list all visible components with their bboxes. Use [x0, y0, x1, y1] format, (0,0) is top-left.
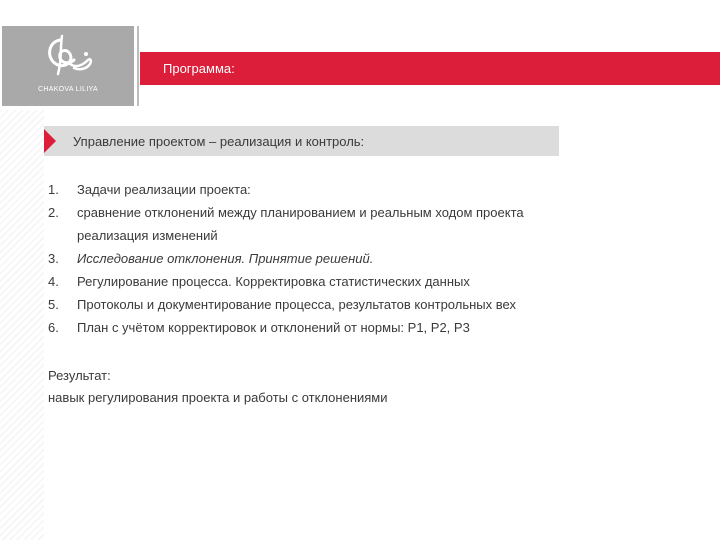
list-item-text: Задачи реализации проекта: — [77, 182, 251, 197]
list-item — [48, 293, 708, 316]
list-item-number — [48, 224, 77, 247]
list-item-number: 4. — [48, 274, 59, 289]
list-item-text: Регулирование процесса. Корректировка статистических данных — [77, 274, 470, 289]
arrow-right-icon — [44, 129, 56, 153]
list-item — [48, 270, 708, 293]
list-item-text: Исследование отклонения. Принятие решений. — [77, 251, 374, 266]
task-list — [48, 178, 708, 339]
banner-title: Программа: — [163, 61, 235, 76]
list-item-number: 3. — [48, 251, 59, 266]
decorative-hatch — [0, 110, 44, 540]
list-item — [48, 201, 708, 224]
logo-text: CHAKOVA LILIYA — [38, 86, 98, 93]
list-item-number: 6. — [48, 320, 59, 335]
list-item-number: 2. — [48, 205, 59, 220]
list-item — [48, 178, 708, 201]
section-header — [44, 126, 559, 156]
list-item-number: 1. — [48, 182, 59, 197]
list-item-text: Протоколы и документирование процесса, результатов контрольных вех — [77, 297, 516, 312]
list-item-text: реализация изменений — [77, 228, 218, 243]
logo — [2, 26, 134, 106]
list-item — [48, 224, 708, 247]
list-item-text: План с учётом корректировок и отклонений от нормы: P1, P2, P3 — [77, 320, 470, 335]
list-item — [48, 247, 708, 270]
title-banner — [140, 52, 720, 85]
logo-divider — [137, 26, 139, 106]
list-item — [48, 316, 708, 339]
list-item-text: сравнение отклонений между планированием и реальным ходом проекта — [77, 205, 524, 220]
calligraphy-logo-icon — [40, 34, 96, 80]
list-item-number: 5. — [48, 297, 59, 312]
section-title: Управление проектом – реализация и контроль: — [73, 134, 365, 149]
result-text: навык регулирования проекта и работы с отклонениями — [48, 390, 388, 405]
result-title: Результат: — [48, 368, 111, 383]
